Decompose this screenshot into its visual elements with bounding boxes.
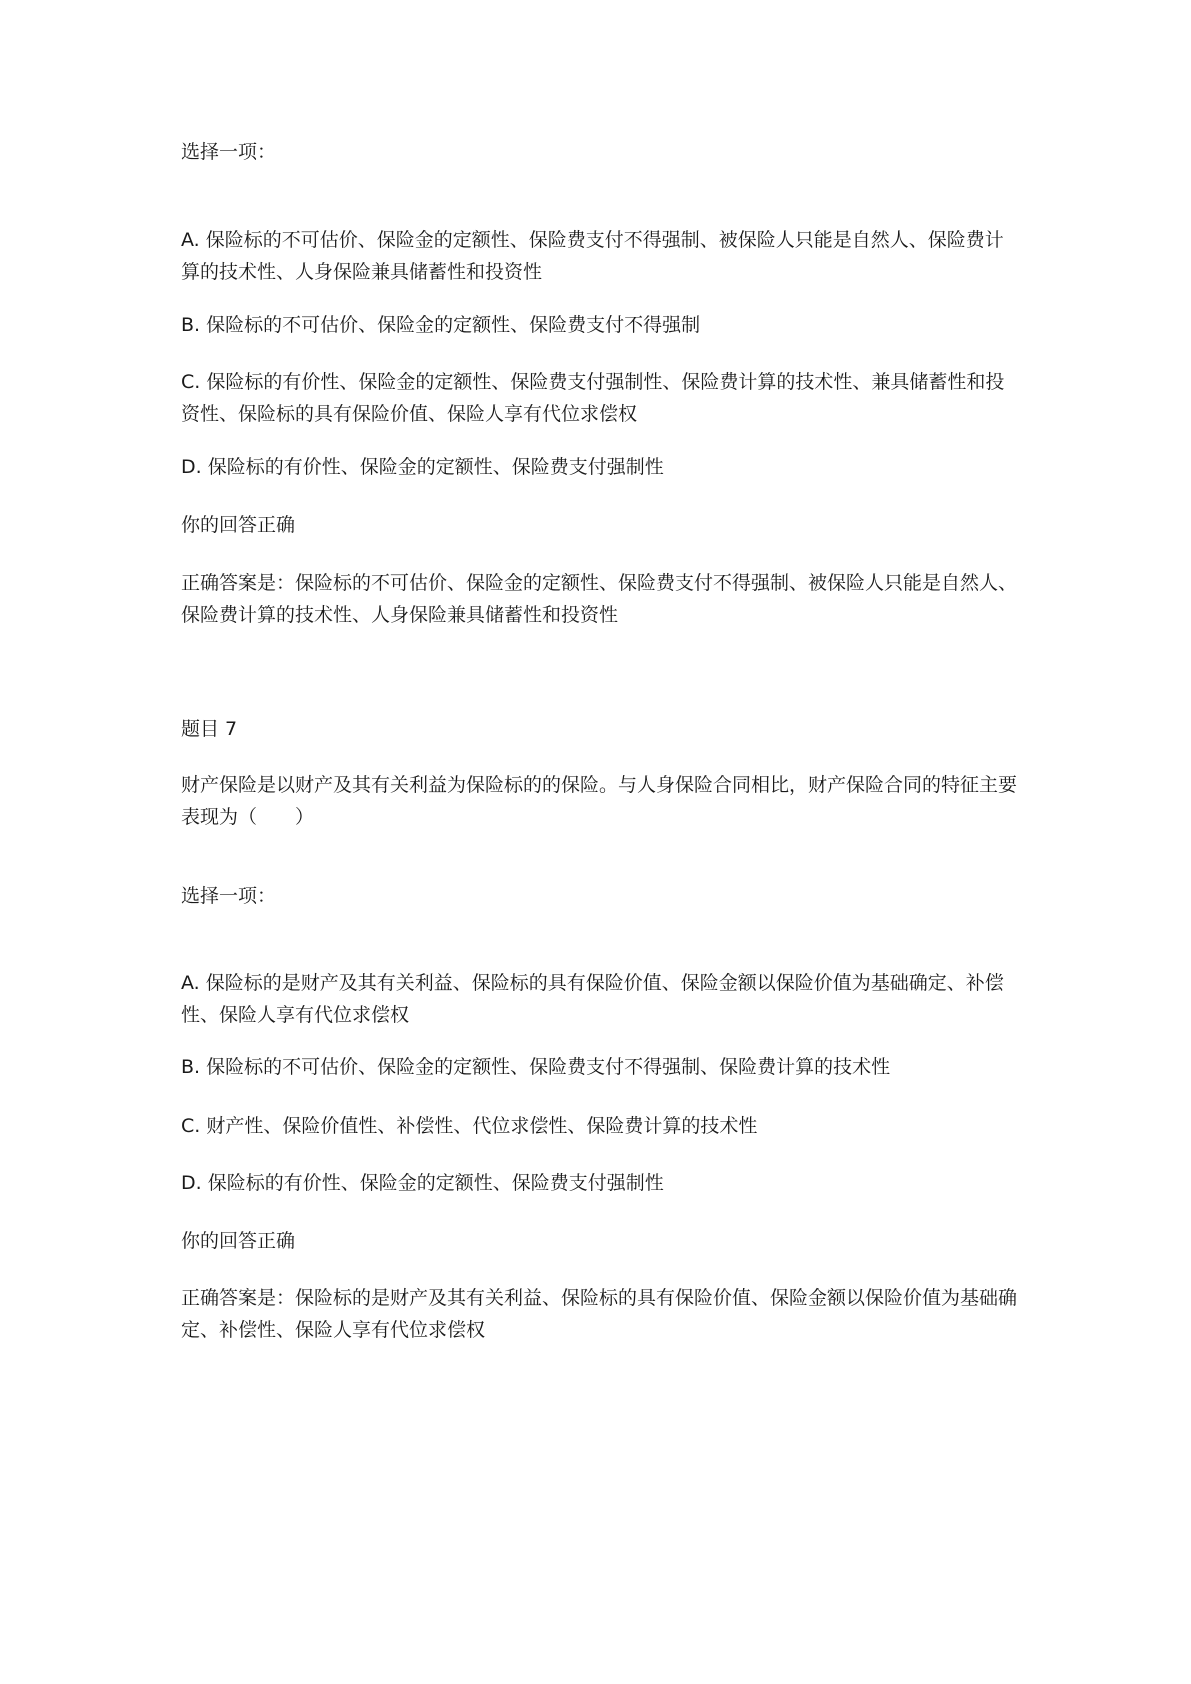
q7-option-c: C. 财产性、保险价值性、补偿性、代位求偿性、保险费计算的技术性 xyxy=(181,1115,758,1137)
q6-prompt: 选择一项： xyxy=(181,141,277,163)
q6-correct-answer: 正确答案是：保险标的不可估价、保险金的定额性、保险费支付不得强制、被保险人只能是自然人、保险费计算的技术性、人身保险兼具储蓄性和投资性 xyxy=(181,572,1018,626)
q6-option-d: D. 保险标的有价性、保险金的定额性、保险费支付强制性 xyxy=(181,456,664,478)
q6-feedback: 你的回答正确 xyxy=(181,514,296,536)
q7-question: 财产保险是以财产及其有关利益为保险标的的保险。与人身保险合同相比，财产保险合同的特征主要表现为（ ） xyxy=(181,774,1018,828)
q6-option-c: C. 保险标的有价性、保险金的定额性、保险费支付强制性、保险费计算的技术性、兼具储蓄性和投资性、保险标的具有保险价值、保险人享有代位求偿权 xyxy=(181,371,1005,425)
q7-option-a: A. 保险标的是财产及其有关利益、保险标的具有保险价值、保险金额以保险价值为基础确定、补偿性、保险人享有代位求偿权 xyxy=(181,972,1004,1026)
q6-option-a: A. 保险标的不可估价、保险金的定额性、保险费支付不得强制、被保险人只能是自然人、保险费计算的技术性、人身保险兼具储蓄性和投资性 xyxy=(181,229,1004,283)
q6-option-b: B. 保险标的不可估价、保险金的定额性、保险费支付不得强制 xyxy=(181,314,701,336)
q7-option-b: B. 保险标的不可估价、保险金的定额性、保险费支付不得强制、保险费计算的技术性 xyxy=(181,1056,891,1078)
q7-feedback: 你的回答正确 xyxy=(181,1230,296,1252)
q7-title: 题目 7 xyxy=(181,718,238,740)
q7-option-d: D. 保险标的有价性、保险金的定额性、保险费支付强制性 xyxy=(181,1172,664,1194)
q7-prompt: 选择一项： xyxy=(181,885,277,907)
q7-correct-answer: 正确答案是：保险标的是财产及其有关利益、保险标的具有保险价值、保险金额以保险价值为基础确定、补偿性、保险人享有代位求偿权 xyxy=(181,1287,1018,1341)
